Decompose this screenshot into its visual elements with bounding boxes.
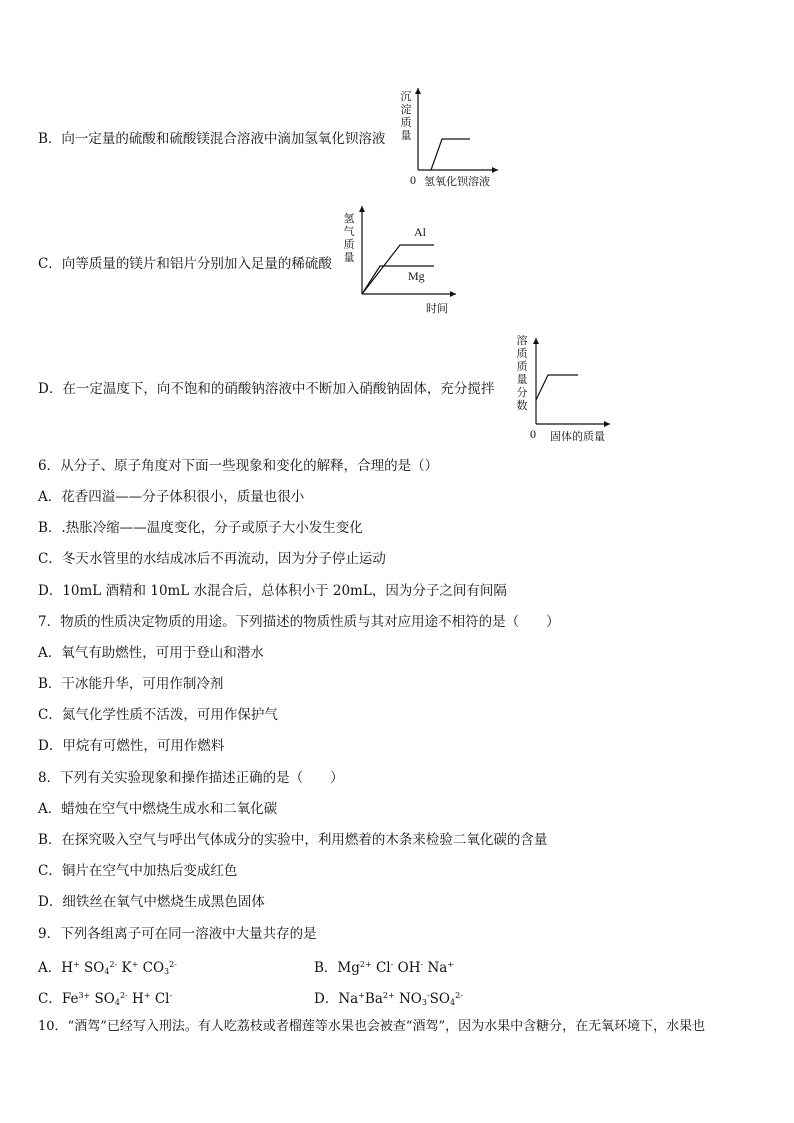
q8-option-c: C．铜片在空气中加热后变成红色 <box>38 863 238 879</box>
option-5c-text: C．向等质量的镁片和铝片分别加入足量的稀硫酸 <box>38 256 332 272</box>
graph-5b <box>398 88 508 188</box>
q9-option-b-ions: $Mg^{2+}$ Cl- OH- Na+ <box>337 960 455 976</box>
q6-option-d: D．10mL 酒精和 10mL 水混合后，总体积小于 20mL，因为分子之间有间隔 <box>38 583 507 599</box>
q9-option-a <box>38 956 177 981</box>
q7-stem: 7．物质的性质决定物质的用途。下列描述的物质性质与其对应用途不相符的是（ ） <box>38 614 560 630</box>
q9-option-c-label: C． <box>38 991 62 1007</box>
q9-option-d-label: D． <box>314 991 339 1007</box>
graph-5c-xlabel: 时间 <box>426 302 448 315</box>
graph-5d-y-arrow <box>533 338 539 344</box>
q9-option-c <box>38 987 172 1012</box>
q10-stem: 10．“酒驾”已经写入刑法。有人吃荔枝或者榴莲等水果也会被查“酒驾”，因为水果中含糖分，在无氧环境下，水果也 <box>38 1019 706 1034</box>
q9-option-d-ions: $Na^+Ba^{2+}$ $NO_3^-SO_4^{2-}$ <box>338 991 463 1007</box>
graph-5d <box>514 332 614 444</box>
q6-option-a: A．花香四溢——分子体积很小，质量也很小 <box>38 489 305 505</box>
graph-5c <box>342 206 462 318</box>
graph-5b-x-arrow <box>492 167 498 173</box>
q9-stem: 9．下列各组离子可在同一溶液中大量共存的是 <box>38 926 317 942</box>
q7-option-a: A．氧气有助燃性，可用于登山和潜水 <box>38 645 264 661</box>
graph-5c-al-label: Al <box>414 225 426 239</box>
q8-option-a: A．蜡烛在空气中燃烧生成水和二氧化碳 <box>38 801 278 817</box>
q9-option-a-label: A． <box>38 960 62 976</box>
q6-stem: 6．从分子、原子角度对下面一些现象和变化的解释，合理的是（） <box>38 458 439 474</box>
q9-option-b-label: B． <box>314 960 338 976</box>
graph-5b-xlabel: 氢氧化钡溶液 <box>424 175 490 188</box>
q7-option-c: C．氮气化学性质不活泼，可用作保护气 <box>38 707 278 723</box>
option-5b-text: B．向一定量的硫酸和硫酸镁混合溶液中滴加氢氧化钡溶液 <box>38 131 386 147</box>
graph-5c-y-arrow <box>359 206 365 212</box>
q7-option-b: B．干冰能升华，可用作制冷剂 <box>38 676 224 692</box>
q7-option-d: D．甲烷有可燃性，可用作燃料 <box>38 738 225 754</box>
graph-5b-curve <box>431 139 470 170</box>
graph-5d-origin: 0 <box>530 427 536 441</box>
q9-option-d <box>314 987 463 1012</box>
q6-option-c: C．冬天水管里的水结成冰后不再流动，因为分子停止运动 <box>38 551 386 567</box>
q9-option-c-ions: $Fe^{3+}$ $SO_4^{2-}$ H+ Cl- <box>61 991 173 1007</box>
graph-5d-xlabel: 固体的质量 <box>550 430 605 443</box>
q9-option-b <box>314 956 454 977</box>
q6-option-b: B．.热胀冷缩——温度变化，分子或原子大小发生变化 <box>38 520 363 536</box>
graph-5d-x-arrow <box>604 421 610 427</box>
q9-option-a-ions: H+ $SO_4^{2-}$ K+ $CO_3^{2-}$ <box>61 960 177 976</box>
graph-5c-x-arrow <box>450 291 456 297</box>
graph-5d-curve <box>536 375 578 400</box>
option-5d-text: D．在一定温度下，向不饱和的硝酸钠溶液中不断加入硝酸钠固体，充分搅拌 <box>38 381 495 397</box>
graph-5d-ylabel: 溶质质量分数 <box>516 334 528 412</box>
graph-5b-ylabel: 沉淀质量 <box>400 90 412 142</box>
graph-5b-origin: 0 <box>410 173 416 187</box>
q8-stem: 8．下列有关实验现象和操作描述正确的是（ ） <box>38 770 344 786</box>
q8-option-b: B．在探究吸入空气与呼出气体成分的实验中，利用燃着的木条来检验二氧化碳的含量 <box>38 832 548 848</box>
graph-5b-y-arrow <box>415 88 421 94</box>
graph-5c-mg-label: Mg <box>408 269 425 283</box>
graph-5c-ylabel: 氢气质量 <box>343 212 355 264</box>
q8-option-d: D．细铁丝在氧气中燃烧生成黑色固体 <box>38 894 265 910</box>
